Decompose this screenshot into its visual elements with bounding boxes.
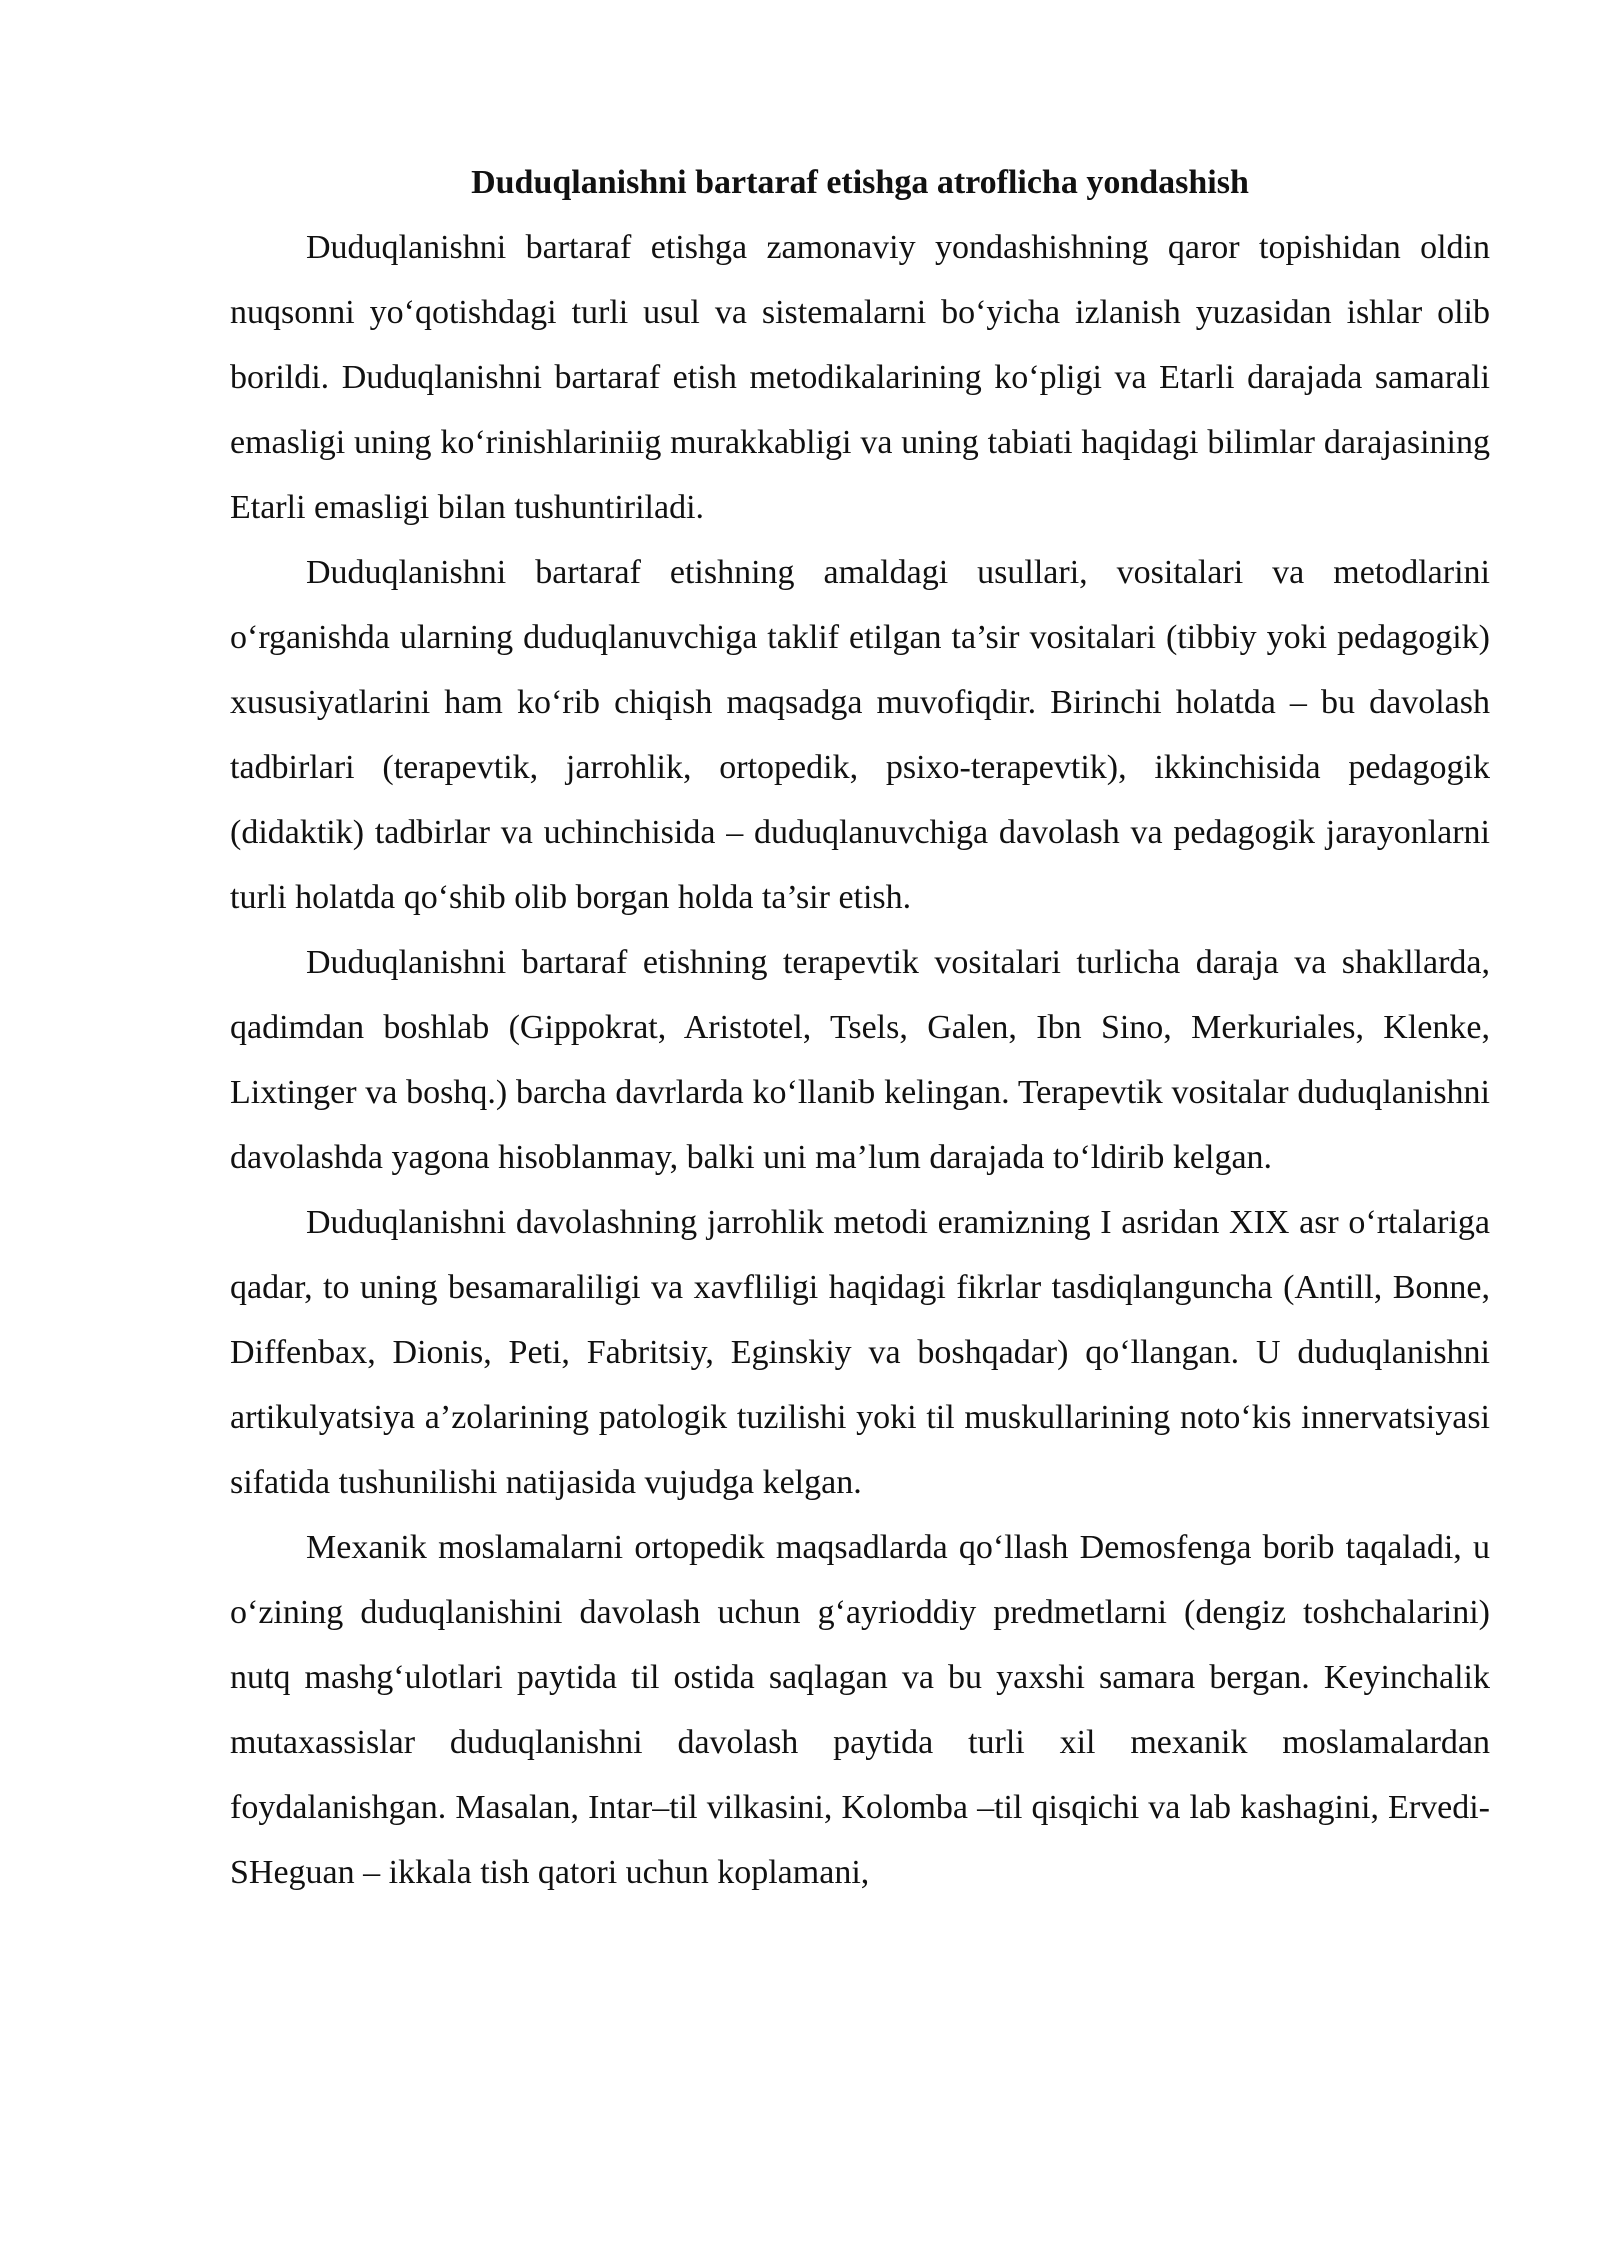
paragraph: Duduqlanishni bartaraf etishga zamonaviy yondashishning qaror topishidan oldin nuqsonni yo‘qotishdagi turli usul va sistemalarni bo‘yicha izlanish yuzasidan ishlar olib borildi. Duduqlanishni bartaraf etish metodikalarining ko‘pligi va Etarli darajada samarali emasligi uning ko‘rinishlariniig murakkabligi va uning tabiati haqidagi bilimlar darajasining Etarli emasligi bilan tushuntiriladi. bbox=[230, 229, 1490, 526]
document-body bbox=[230, 150, 1490, 1905]
paragraph: Mexanik moslamalarni ortopedik maqsadlarda qo‘llash Demosfenga borib taqaladi, u o‘zining duduqlanishini davolash uchun g‘ayrioddiy predmetlarni (dengiz toshchalarini) nutq mashg‘ulotlari paytida til ostida saqlagan va bu yaxshi samara bergan. Keyinchalik mutaxassislar duduqlanishni davolash paytida turli xil mexanik moslamalardan foydalanishgan. Masalan, Intar–til vilkasini, Kolomba –til qisqichi va lab kashagini, Ervedi-SHeguan – ikkala tish qatori uchun koplamani, bbox=[230, 1529, 1490, 1891]
paragraph: Duduqlanishni bartaraf etishning terapevtik vositalari turlicha daraja va shakllarda, qadimdan boshlab (Gippokrat, Aristotel, Tsels, Galen, Ibn Sino, Merkuriales, Klenke, Lixtinger va boshq.) barcha davrlarda ko‘llanib kelingan. Terapevtik vositalar duduqlanishni davolashda yagona hisoblanmay, balki uni ma’lum darajada to‘ldirib kelgan. bbox=[230, 944, 1490, 1176]
paragraph: Duduqlanishni bartaraf etishning amaldagi usullari, vositalari va metodlarini o‘rganishda ularning duduqlanuvchiga taklif etilgan ta’sir vositalari (tibbiy yoki pedagogik) xususiyatlarini ham ko‘rib chiqish maqsadga muvofiqdir. Birinchi holatda – bu davolash tadbirlari (terapevtik, jarrohlik, ortopedik, psixo-terapevtik), ikkinchisida pedagogik (didaktik) tadbirlar va uchinchisida – duduqlanuvchiga davolash va pedagogik jarayonlarni turli holatda qo‘shib olib borgan holda ta’sir etish. bbox=[230, 554, 1490, 916]
paragraph: Duduqlanishni davolashning jarrohlik metodi eramizning I asridan XIX asr o‘rtalariga qadar, to uning besamaraliligi va xavfliligi haqidagi fikrlar tasdiqlanguncha (Antill, Bonne, Diffenbax, Dionis, Peti, Fabritsiy, Eginskiy va boshqadar) qo‘llangan. U duduqlanishni artikulyatsiya a’zolarining patologik tuzilishi yoki til muskullarining noto‘kis innervatsiyasi sifatida tushunilishi natijasida vujudga kelgan. bbox=[230, 1204, 1490, 1501]
document-title: Duduqlanishni bartaraf etishga atroflicha yondashish bbox=[471, 164, 1249, 201]
